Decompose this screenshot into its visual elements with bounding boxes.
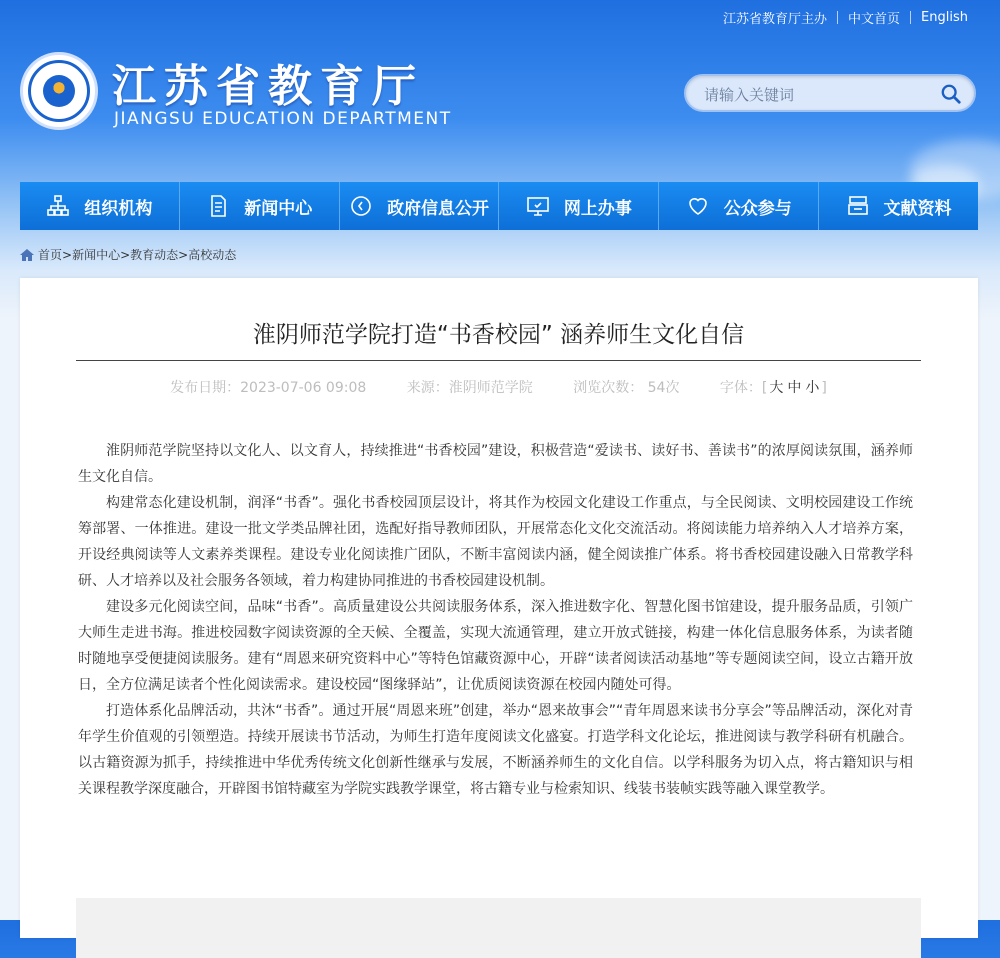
document-icon [206,194,230,218]
site-title: 江苏省教育厅 [112,61,424,112]
breadcrumb-news-center[interactable]: 新闻中心 [72,248,121,262]
chinese-home-link[interactable]: 中文首页 [848,12,901,27]
breadcrumb [20,246,236,263]
breadcrumb-university-news[interactable]: 高校动态 [188,248,237,262]
top-links [723,8,968,27]
article-title: 淮阴师范学院打造“书香校园” 涵养师生文化自信 [252,322,745,348]
font-size-label: 字体：[ [719,380,768,396]
nav-label: 政府信息公开 [387,198,490,219]
article-paragraph: 建设多元化阅读空间，品味“书香”。高质量建设公共阅读服务体系，深入推进数字化、智慧化图书馆建设，提升服务品质，引领广大师生走进书海。推进校园数字阅读资源的全天候、全覆盖，实现大流通管理，建立开放式链接，构建一体化信息服务体系，为读者随时随地享受便捷阅读服务。建有“周恩来研究资料中心”等特色馆藏资源中心，开辟“读者阅读活动基地”等专题阅读空间，设立古籍开放日，全方位满足读者个性化阅读需求。建设校园“图缘驿站”，让优质阅读资源在校园内随处可得。 [78,599,913,693]
nav-label: 文献资料 [883,198,952,219]
divider [837,11,838,24]
host-text: 江苏省教育厅主办 [723,12,828,27]
info-circle-icon [349,194,373,218]
home-icon [20,249,34,261]
font-size-bracket: ] [821,380,827,396]
article-source: 来源：淮阴师范学院 [406,380,533,396]
article-body [78,438,913,802]
nav-label: 公众参与 [723,198,792,219]
nav-item-online-services[interactable] [499,182,659,230]
divider [910,11,911,24]
breadcrumb-education-news[interactable]: 教育动态 [130,248,179,262]
heart-icon [686,194,710,218]
nav-item-organization[interactable] [20,182,180,230]
breadcrumb-separator: > [62,247,73,262]
view-count: 浏览次数： 54次 [573,380,680,396]
breadcrumb-separator: > [120,247,131,262]
archive-icon [846,194,870,218]
article-meta [76,377,921,397]
site-subtitle: JIANGSU EDUCATION DEPARTMENT [114,109,452,129]
search-input[interactable] [702,84,936,106]
bottom-panel [76,898,921,958]
publish-date: 发布日期：2023-07-06 09:08 [170,380,367,396]
breadcrumb-separator: > [178,247,189,262]
search-box [684,74,976,112]
site-logo[interactable] [20,52,98,130]
english-link[interactable]: English [921,10,968,25]
nav-item-public-participation[interactable] [659,182,819,230]
font-medium-button[interactable]: 中 [787,380,802,396]
nav-label: 组织机构 [84,198,153,219]
article-paragraph: 淮阴师范学院坚持以文化人、以文育人，持续推进“书香校园”建设，积极营造“爱读书、读好书、善读书”的浓厚阅读氛围，涵养师生文化自信。 [78,443,913,485]
nav-item-news[interactable] [180,182,340,230]
font-small-button[interactable]: 小 [805,380,820,396]
nav-label: 网上办事 [563,198,632,219]
main-nav [20,182,978,230]
title-divider [76,360,921,361]
article-card [20,278,978,938]
breadcrumb-home[interactable]: 首页 [38,248,63,262]
monitor-icon [526,194,550,218]
nav-item-gov-info[interactable] [340,182,500,230]
article-paragraph: 构建常态化建设机制，润泽“书香”。强化书香校园顶层设计，将其作为校园文化建设工作重点，与全民阅读、文明校园建设工作统筹部署、一体推进。建设一批文学类品牌社团，选配好指导教师团队，开展常态化文化交流活动。将阅读能力培养纳入人才培养方案，开设经典阅读等人文素养类课程。建设专业化阅读推广团队，不断丰富阅读内涵，健全阅读推广体系。将书香校园建设融入日常教学科研、人才培养以及社会服务各领域，着力构建协同推进的书香校园建设机制。 [78,495,913,589]
article-paragraph: 打造体系化品牌活动，共沐“书香”。通过开展“周恩来班”创建，举办“恩来故事会”“青年周恩来读书分享会”等品牌活动，深化对青年学生价值观的引领塑造。持续开展读书节活动，为师生打造年度阅读文化盛宴。打造学科文化论坛，推进阅读与教学科研有机融合。以古籍资源为抓手，持续推进中华优秀传统文化创新性继承与发展，不断涵养师生的文化自信。以学科服务为切入点，将古籍知识与相关课程教学深度融合，开辟图书馆特藏室为学院实践教学课堂，将古籍专业与检索知识、线装书装帧实践等融入课堂教学。 [78,703,913,797]
font-size-control [720,380,827,396]
nav-label: 新闻中心 [244,198,313,219]
search-icon[interactable] [940,83,962,105]
org-chart-icon [46,194,70,218]
logo-emblem-icon [43,75,75,107]
font-large-button[interactable]: 大 [769,380,784,396]
nav-item-documents[interactable] [819,182,978,230]
